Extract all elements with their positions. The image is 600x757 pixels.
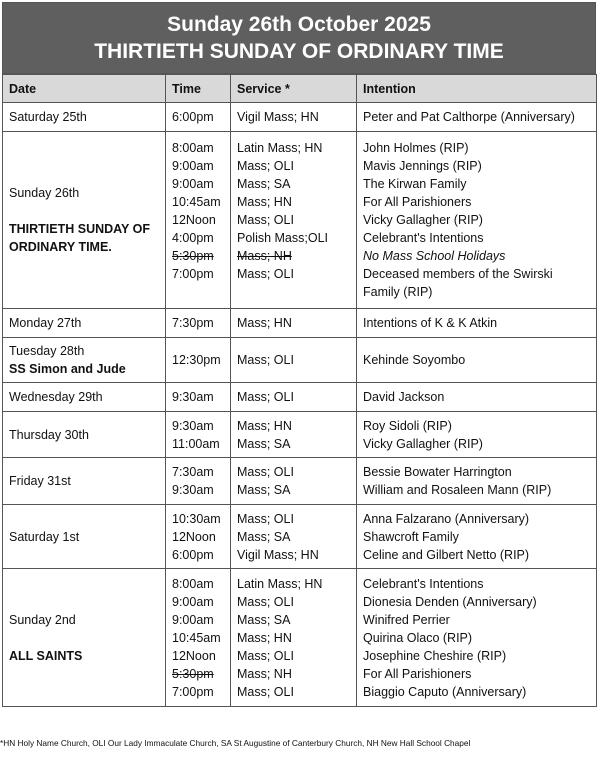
- feast-title: ALL SAINTS: [9, 648, 83, 663]
- table-row: [3, 103, 597, 132]
- time-cell: [166, 338, 231, 383]
- cell-line: Mass; SA: [237, 483, 291, 497]
- cell-line: David Jackson: [363, 390, 445, 404]
- service-cell: [231, 132, 357, 309]
- cell-line: Celine and Gilbert Netto (RIP): [363, 547, 530, 562]
- service-cell: [231, 309, 357, 338]
- cell-line: Bessie Bowater Harrington: [363, 465, 512, 479]
- intention-cell: [357, 458, 597, 505]
- intention-cell: [357, 505, 597, 569]
- cell-line: Latin Mass; HN: [237, 141, 323, 155]
- cell-line: Peter and Pat Calthorpe (Anniversary): [363, 110, 575, 124]
- cell-line: 9:30am: [172, 483, 214, 497]
- time-cell: [166, 383, 231, 412]
- date-cell: Wednesday 29th: [3, 383, 166, 412]
- cell-line: For All Parishioners: [363, 666, 472, 681]
- table-row: [3, 309, 597, 338]
- date-cell: [3, 132, 166, 309]
- cell-line: Vicky Gallagher (RIP): [363, 213, 483, 227]
- header-banner: [2, 2, 596, 74]
- intention-cell: [357, 569, 597, 707]
- date-label: Tuesday 28th: [9, 344, 85, 358]
- intention-cell: [357, 338, 597, 383]
- cell-line: Mass; OLI: [237, 353, 294, 367]
- cell-line: 6:00pm: [172, 547, 214, 562]
- service-cell: [231, 383, 357, 412]
- spacer: [237, 283, 356, 301]
- feast-title: THIRTIETH SUNDAY OF: [9, 222, 150, 236]
- date-cell: [3, 569, 166, 707]
- cell-line: 4:00pm: [172, 231, 214, 245]
- cell-line: 9:00am: [172, 594, 214, 609]
- cell-line: 11:00am: [172, 436, 220, 451]
- table-row: [3, 383, 597, 412]
- table-row: [3, 458, 597, 505]
- cell-line: Celebrant's Intentions: [363, 231, 484, 245]
- time-cell: [166, 412, 231, 458]
- cell-line: 12Noon: [172, 213, 216, 227]
- cell-line: 7:30am: [172, 465, 214, 479]
- cell-line: Dionesia Denden (Anniversary): [363, 594, 537, 609]
- spacer: [9, 202, 165, 220]
- cell-line: Mass; OLI: [237, 511, 294, 526]
- table-header-row: [3, 75, 597, 103]
- date-cell: Thursday 30th: [3, 412, 166, 458]
- cell-line: 12Noon: [172, 529, 216, 544]
- cell-line: Mass; OLI: [237, 159, 294, 173]
- service-cell: [231, 338, 357, 383]
- cell-line: Winifred Perrier: [363, 612, 450, 627]
- cancelled-time: 5:30pm: [172, 249, 214, 263]
- cell-line: Mass; HN: [237, 195, 292, 209]
- header-date: Sunday 26th October 2025: [167, 13, 431, 36]
- intention-cell: [357, 103, 597, 132]
- date-cell: [3, 338, 166, 383]
- cell-line: Vigil Mass; HN: [237, 547, 319, 562]
- cell-line: 10:45am: [172, 630, 221, 645]
- table-row: [3, 338, 597, 383]
- cell-line: Josephine Cheshire (RIP): [363, 648, 507, 663]
- cell-line: For All Parishioners: [363, 195, 472, 209]
- cell-line: 8:00am: [172, 141, 214, 155]
- cell-line: 9:00am: [172, 159, 214, 173]
- service-cell: [231, 505, 357, 569]
- cell-line: 7:00pm: [172, 267, 214, 281]
- table-row: [3, 132, 597, 309]
- schedule-table: [2, 74, 597, 707]
- cell-line: Quirina Olaco (RIP): [363, 630, 473, 645]
- cell-line: Mass; OLI: [237, 684, 294, 699]
- cell-line: Intentions of K & K Atkin: [363, 316, 498, 330]
- service-cell: [231, 412, 357, 458]
- column-header-intention: Intention: [357, 75, 597, 103]
- cell-line: Mass; OLI: [237, 267, 294, 281]
- cell-line: Mass; OLI: [237, 390, 294, 404]
- spacer: [172, 283, 230, 301]
- cell-line: 9:30am: [172, 390, 214, 404]
- time-cell: [166, 309, 231, 338]
- feast-title: SS Simon and Jude: [9, 362, 126, 376]
- service-cell: [231, 458, 357, 505]
- church-key-footnote: *HN Holy Name Church, OLI Our Lady Immaculate Church, SA St Augustine of Canterbury Church, NH New Hall School Chapel: [0, 738, 471, 748]
- date-cell: Saturday 25th: [3, 103, 166, 132]
- intention-cell: [357, 412, 597, 458]
- time-cell: [166, 103, 231, 132]
- cell-line: 9:00am: [172, 612, 214, 627]
- date-label: Sunday 2nd: [9, 612, 76, 627]
- cell-line: Roy Sidoli (RIP): [363, 418, 452, 433]
- time-cell: [166, 132, 231, 309]
- intention-cell: [357, 309, 597, 338]
- service-cell: [231, 569, 357, 707]
- cell-line: 8:00am: [172, 576, 214, 591]
- cell-line: Vigil Mass; HN: [237, 110, 319, 124]
- cell-line: Celebrant's Intentions: [363, 576, 484, 591]
- cell-line: 6:00pm: [172, 110, 214, 124]
- cell-line: Mass; SA: [237, 177, 291, 191]
- cell-line: 10:30am: [172, 511, 221, 526]
- date-cell: Friday 31st: [3, 458, 166, 505]
- cell-line: 12Noon: [172, 648, 216, 663]
- table-row: [3, 569, 597, 707]
- intention-cell: [357, 132, 597, 309]
- cancelled-time: 5:30pm: [172, 666, 214, 681]
- cell-line: Mass; HN: [237, 316, 292, 330]
- time-cell: [166, 569, 231, 707]
- date-cell: Monday 27th: [3, 309, 166, 338]
- cell-line: 9:00am: [172, 177, 214, 191]
- cell-line: 12:30pm: [172, 353, 221, 367]
- cell-line: 9:30am: [172, 418, 214, 433]
- cancelled-service: Mass; NH: [237, 249, 292, 263]
- cell-line: Vicky Gallagher (RIP): [363, 436, 483, 451]
- spacer: [9, 629, 165, 647]
- cell-line: Mass; OLI: [237, 648, 294, 663]
- cell-line: William and Rosaleen Mann (RIP): [363, 483, 552, 497]
- time-cell: [166, 505, 231, 569]
- cell-line: Mass; HN: [237, 418, 292, 433]
- cell-line: Mass; OLI: [237, 213, 294, 227]
- feast-title: ORDINARY TIME.: [9, 240, 112, 254]
- cell-line: Shawcroft Family: [363, 529, 459, 544]
- table-row: [3, 412, 597, 458]
- header-title: THIRTIETH SUNDAY OF ORDINARY TIME: [94, 40, 504, 63]
- mass-schedule-sheet: [2, 2, 596, 707]
- cell-line: Polish Mass;OLI: [237, 231, 329, 245]
- cell-line: John Holmes (RIP): [363, 141, 469, 155]
- cell-line: Mass; OLI: [237, 465, 294, 479]
- cell-line: Deceased members of the Swirski Family (RIP): [363, 267, 553, 299]
- cell-line: Mass; OLI: [237, 594, 294, 609]
- cell-line: The Kirwan Family: [363, 177, 467, 191]
- time-cell: [166, 458, 231, 505]
- cell-line: Biaggio Caputo (Anniversary): [363, 684, 527, 699]
- cell-line: Mavis Jennings (RIP): [363, 159, 482, 173]
- cell-line: Mass; NH: [237, 666, 292, 681]
- column-header-time: Time: [166, 75, 231, 103]
- cell-line: Mass; HN: [237, 630, 292, 645]
- column-header-service: Service *: [231, 75, 357, 103]
- cell-line: Anna Falzarano (Anniversary): [363, 511, 530, 526]
- cell-line: Mass; SA: [237, 436, 291, 451]
- service-cell: [231, 103, 357, 132]
- date-label: Sunday 26th: [9, 186, 80, 200]
- notice-text: No Mass School Holidays: [363, 249, 506, 263]
- cell-line: Mass; SA: [237, 529, 291, 544]
- cell-line: 7:00pm: [172, 684, 214, 699]
- intention-cell: [357, 383, 597, 412]
- cell-line: Kehinde Soyombo: [363, 353, 466, 367]
- table-row: [3, 505, 597, 569]
- cell-line: Mass; SA: [237, 612, 291, 627]
- date-cell: Saturday 1st: [3, 505, 166, 569]
- cell-line: Latin Mass; HN: [237, 576, 323, 591]
- column-header-date: Date: [3, 75, 166, 103]
- cell-line: 7:30pm: [172, 316, 214, 330]
- cell-line: 10:45am: [172, 195, 221, 209]
